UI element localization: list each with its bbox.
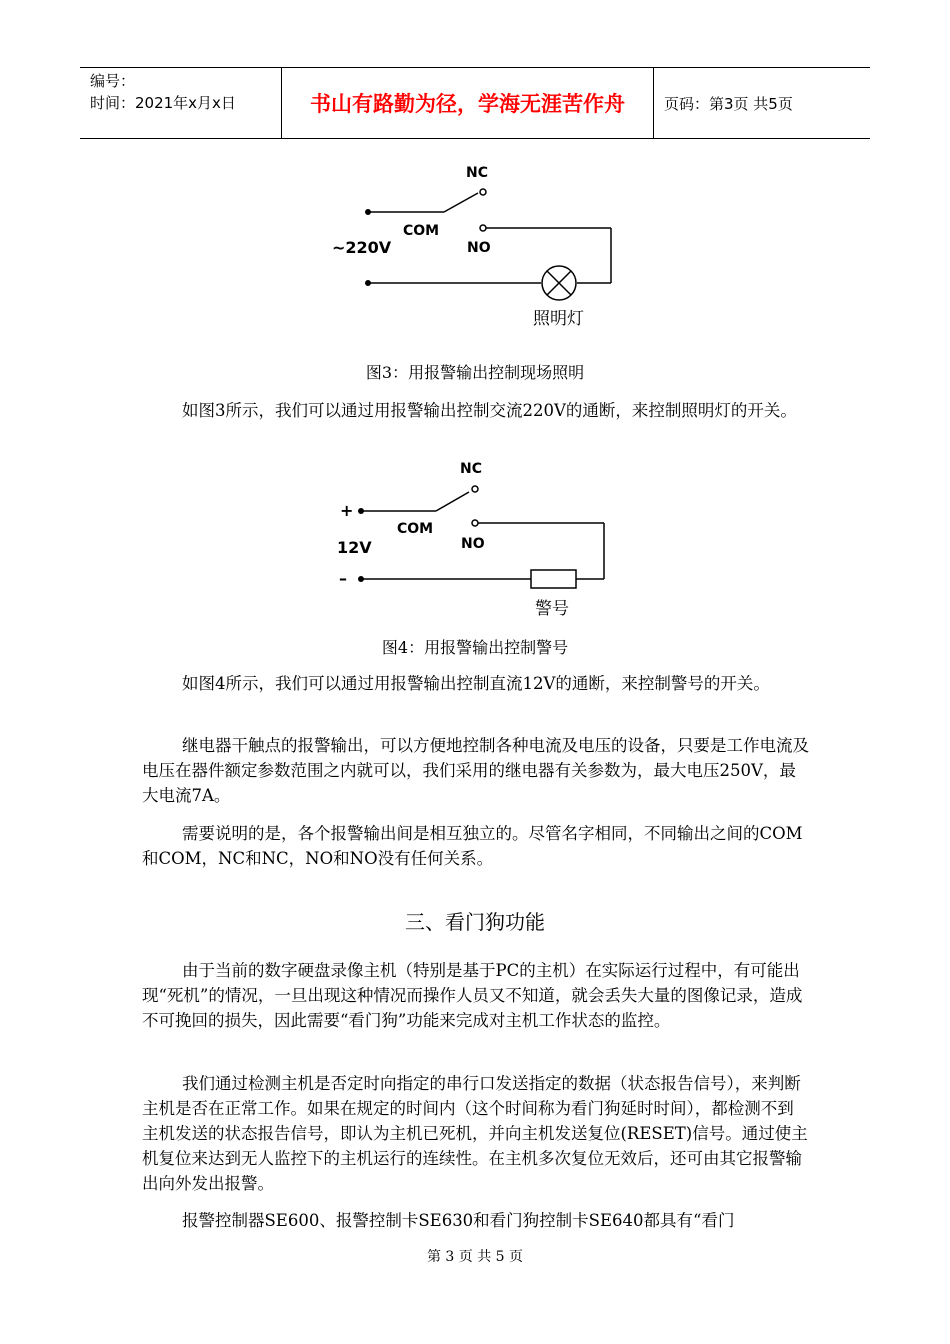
section-title: 三、看门狗功能 (405, 910, 545, 934)
figure3-circuit-diagram (0, 155, 950, 345)
voltage-label: 12V (337, 538, 372, 557)
nc-terminal (472, 486, 478, 492)
voltage-label: ~220V (332, 238, 392, 257)
page-footer: 第 3 页 共 5 页 (426, 1249, 524, 1265)
time-label: 时间：2021年x月x日 (90, 94, 236, 112)
no-label: NO (467, 240, 491, 256)
plus-terminal (358, 508, 364, 514)
no-label: NO (461, 536, 485, 552)
minus-terminal (358, 576, 364, 582)
relay-switch-arm (436, 492, 469, 511)
paragraph-4: 需要说明的是，各个报警输出间是相互独立的。尽管名字相同，不同输出之间的COM和COM，NC和NC，NO和NO没有任何关系。 (142, 824, 803, 868)
page-header (80, 67, 870, 139)
no-terminal (480, 225, 486, 231)
input-terminal-top (365, 209, 371, 215)
figure4-caption: 图4：用报警输出控制警号 (381, 638, 569, 657)
input-terminal-bottom (365, 280, 371, 286)
alarm-label: 警号 (535, 599, 569, 619)
header-page-label: 页码：第3页 共5页 (664, 94, 793, 113)
nc-terminal (480, 189, 486, 195)
nc-label: NC (460, 461, 482, 477)
paragraph-3: 继电器干触点的报警输出，可以方便地控制各种电流及电压的设备，只要是工作电流及电压在器件额定参数范围之内就可以，我们采用的继电器有关参数为，最大电压250V，最大电流7A。 (142, 736, 809, 805)
com-label: COM (403, 223, 440, 239)
figure4-circuit-diagram (0, 455, 950, 625)
lamp-label: 照明灯 (533, 309, 584, 329)
paragraph-2: 如图4所示，我们可以通过用报警输出控制直流12V的通断，来控制警号的开关。 (182, 674, 770, 693)
paragraph-6: 我们通过检测主机是否定时向指定的串行口发送指定的数据（状态报告信号），来判断主机是否在正常工作。如果在规定的时间内（这个时间称为看门狗延时时间），都检测不到主机发送的状态报告信号，即认为主机已死机，并向主机发送复位(RESET)信号。通过使主机复位来达到无人监控下的主机运行的连续性。在主机多次复位无效后，还可由其它报警输出向外发出报警。 (142, 1074, 808, 1193)
minus-label: – (339, 569, 347, 588)
no-terminal (472, 520, 478, 526)
alarm-symbol (531, 570, 576, 588)
header-motto: 书山有路勤为径，学海无涯苦作舟 (282, 68, 654, 138)
paragraph-5: 由于当前的数字硬盘录像主机（特别是基于PC的主机）在实际运行过程中，有可能出现“死机”的情况，一旦出现这种情况而操作人员又不知道，就会丢失大量的图像记录，造成不可挽回的损失，因此需要“看门狗”功能来完成对主机工作状态的监控。 (142, 961, 803, 1030)
plus-label: + (340, 501, 354, 520)
nc-label: NC (466, 165, 488, 181)
number-label: 编号： (90, 72, 136, 90)
com-label: COM (397, 521, 434, 537)
header-left-cell (80, 68, 282, 138)
paragraph-1: 如图3所示，我们可以通过用报警输出控制交流220V的通断，来控制照明灯的开关。 (182, 401, 797, 420)
relay-switch-arm (444, 193, 478, 212)
figure3-caption: 图3：用报警输出控制现场照明 (365, 363, 585, 382)
paragraph-7: 报警控制器SE600、报警控制卡SE630和看门狗控制卡SE640都具有“看门 (182, 1211, 735, 1230)
